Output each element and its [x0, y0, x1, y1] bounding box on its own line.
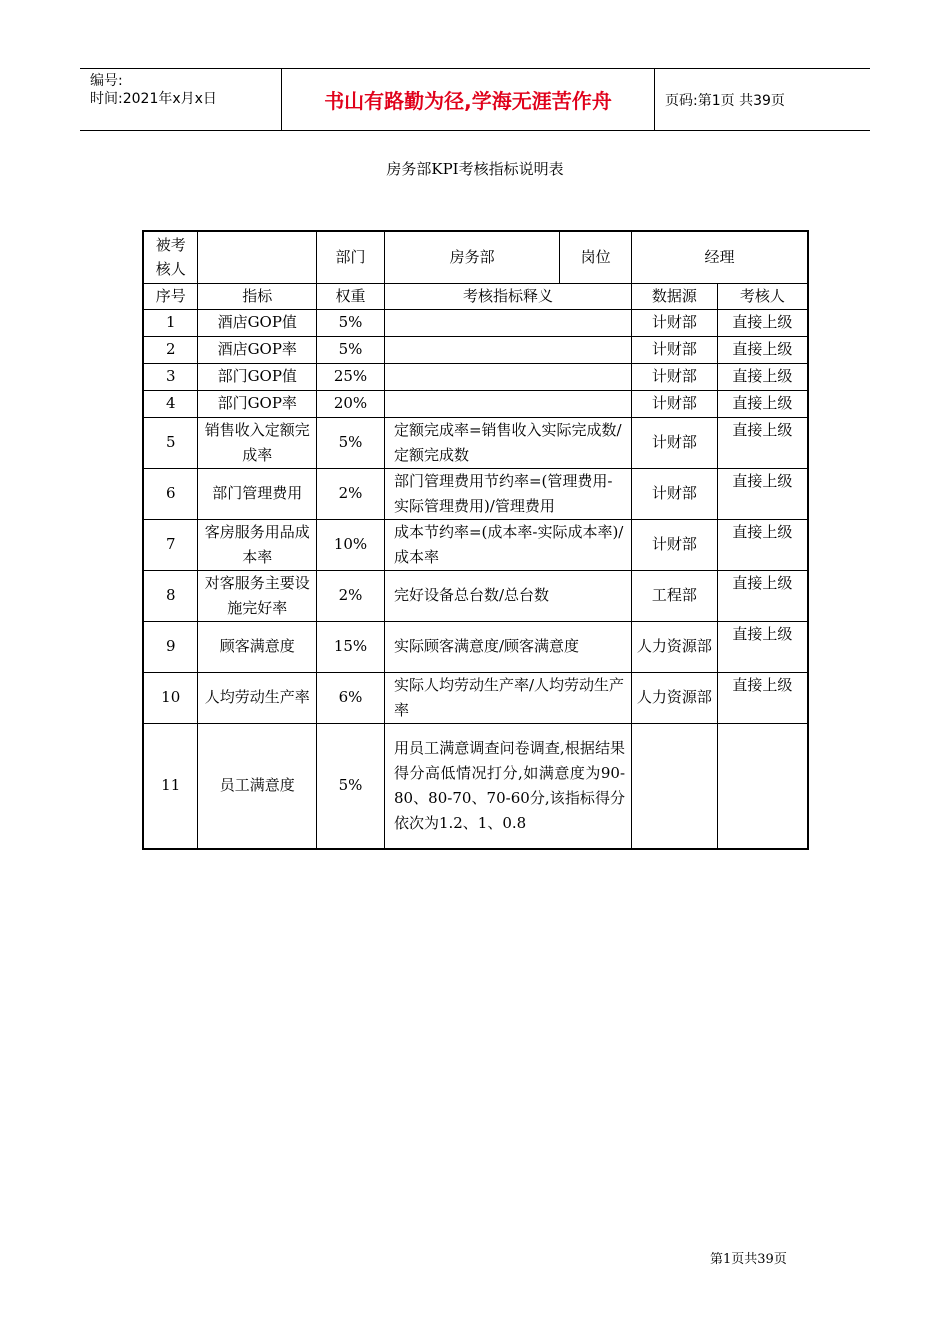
row-weight: 15% [317, 621, 385, 672]
row-source: 计财部 [632, 519, 718, 570]
table-row [143, 390, 808, 417]
row-source: 计财部 [632, 363, 718, 390]
row-source: 人力资源部 [632, 621, 718, 672]
row-definition: 部门管理费用节约率=(管理费用-实际管理费用)/管理费用 [384, 468, 631, 519]
row-assessor: 直接上级 [717, 468, 808, 519]
row-no: 8 [143, 570, 198, 621]
row-assessor: 直接上级 [717, 417, 808, 468]
row-definition: 完好设备总台数/总台数 [384, 570, 631, 621]
header-row [143, 283, 808, 309]
table-row [143, 672, 808, 723]
dept-label: 部门 [317, 231, 385, 283]
row-indicator: 酒店GOP率 [198, 336, 317, 363]
row-no: 6 [143, 468, 198, 519]
row-source [632, 723, 718, 849]
row-no: 1 [143, 309, 198, 336]
dept-value: 房务部 [384, 231, 559, 283]
row-weight: 2% [317, 468, 385, 519]
row-source: 计财部 [632, 390, 718, 417]
row-definition: 成本节约率=(成本率-实际成本率)/成本率 [384, 519, 631, 570]
row-weight: 20% [317, 390, 385, 417]
row-assessor [717, 723, 808, 849]
row-indicator: 对客服务主要设施完好率 [198, 570, 317, 621]
header-divider [654, 69, 655, 130]
header-meta [90, 72, 285, 108]
document-title: 房务部KPI考核指标说明表 [386, 160, 564, 178]
table-row [143, 621, 808, 672]
row-no: 4 [143, 390, 198, 417]
row-assessor: 直接上级 [717, 390, 808, 417]
row-weight: 10% [317, 519, 385, 570]
info-row [143, 231, 808, 283]
row-definition: 实际人均劳动生产率/人均劳动生产率 [384, 672, 631, 723]
row-assessor: 直接上级 [717, 363, 808, 390]
row-source: 计财部 [632, 417, 718, 468]
row-indicator: 人均劳动生产率 [198, 672, 317, 723]
document-header [80, 68, 870, 131]
row-indicator: 顾客满意度 [198, 621, 317, 672]
row-weight: 25% [317, 363, 385, 390]
col-header-weight: 权重 [317, 283, 385, 309]
number-label: 编号: [90, 73, 123, 89]
row-definition [384, 363, 631, 390]
assessee-value [198, 231, 317, 283]
row-definition [384, 390, 631, 417]
row-no: 3 [143, 363, 198, 390]
row-weight: 6% [317, 672, 385, 723]
row-indicator: 销售收入定额完成率 [198, 417, 317, 468]
table-row [143, 309, 808, 336]
row-weight: 5% [317, 336, 385, 363]
col-header-source: 数据源 [632, 283, 718, 309]
row-definition: 用员工满意调查问卷调查,根据结果得分高低情况打分,如满意度为90-80、80-70、70-60分,该指标得分依次为1.2、1、0.8 [384, 723, 631, 849]
col-header-no: 序号 [143, 283, 198, 309]
row-indicator: 员工满意度 [198, 723, 317, 849]
header-page-info: 页码:第1页 共39页 [665, 92, 785, 109]
table-row [143, 468, 808, 519]
row-no: 9 [143, 621, 198, 672]
row-assessor: 直接上级 [717, 672, 808, 723]
row-indicator: 酒店GOP值 [198, 309, 317, 336]
row-weight: 2% [317, 570, 385, 621]
post-label: 岗位 [560, 231, 632, 283]
row-no: 10 [143, 672, 198, 723]
row-weight: 5% [317, 309, 385, 336]
row-weight: 5% [317, 417, 385, 468]
table-row [143, 723, 808, 849]
row-source: 人力资源部 [632, 672, 718, 723]
time-label: 时间:2021年x月x日 [90, 91, 217, 107]
row-no: 5 [143, 417, 198, 468]
row-assessor: 直接上级 [717, 519, 808, 570]
row-weight: 5% [317, 723, 385, 849]
row-indicator: 部门GOP率 [198, 390, 317, 417]
row-no: 11 [143, 723, 198, 849]
row-assessor: 直接上级 [717, 570, 808, 621]
row-definition: 定额完成率=销售收入实际完成数/定额完成数 [384, 417, 631, 468]
row-indicator: 部门管理费用 [198, 468, 317, 519]
kpi-table [142, 230, 809, 850]
table-row [143, 570, 808, 621]
row-no: 7 [143, 519, 198, 570]
row-source: 计财部 [632, 336, 718, 363]
footer-page-info: 第1页共39页 [710, 1252, 787, 1267]
row-definition [384, 336, 631, 363]
row-source: 工程部 [632, 570, 718, 621]
post-value: 经理 [632, 231, 808, 283]
col-header-definition: 考核指标释义 [384, 283, 631, 309]
row-assessor: 直接上级 [717, 336, 808, 363]
table-row [143, 417, 808, 468]
col-header-assessor: 考核人 [717, 283, 808, 309]
row-source: 计财部 [632, 468, 718, 519]
row-assessor: 直接上级 [717, 309, 808, 336]
header-motto: 书山有路勤为径,学海无涯苦作舟 [324, 89, 612, 113]
row-no: 2 [143, 336, 198, 363]
table-row [143, 363, 808, 390]
table-row [143, 519, 808, 570]
row-indicator: 客房服务用品成本率 [198, 519, 317, 570]
row-assessor: 直接上级 [717, 621, 808, 672]
row-source: 计财部 [632, 309, 718, 336]
row-indicator: 部门GOP值 [198, 363, 317, 390]
row-definition: 实际顾客满意度/顾客满意度 [384, 621, 631, 672]
row-definition [384, 309, 631, 336]
col-header-indicator: 指标 [198, 283, 317, 309]
assessee-label: 被考核人 [143, 231, 198, 283]
table-row [143, 336, 808, 363]
